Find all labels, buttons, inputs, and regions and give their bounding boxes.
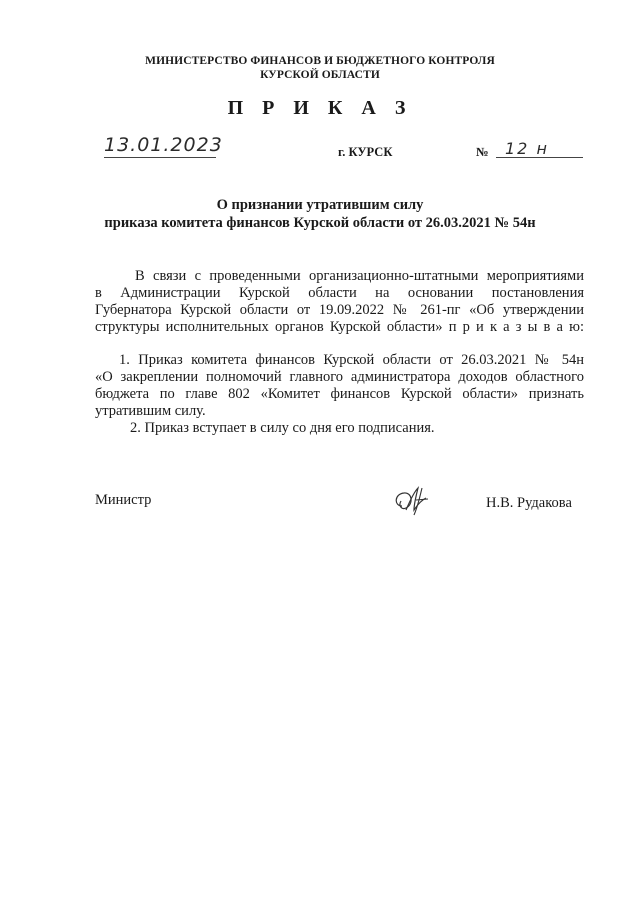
text-line: структуры исполнительных органов Курской области» п р и к а з ы в а ю: xyxy=(95,319,584,335)
subject-line1: О признании утратившим силу xyxy=(216,197,424,213)
signer-position: Министр xyxy=(95,492,152,508)
item1-line: бюджета по главе 802 «Комитет финансов Курской области» признать xyxy=(95,386,584,402)
ministry-header xyxy=(0,54,640,82)
date-underline xyxy=(104,157,216,158)
preamble-paragraph xyxy=(95,268,584,336)
number-underline xyxy=(496,157,583,158)
item1-line: 1. Приказ комитета финансов Курской области от 26.03.2021 № 54н xyxy=(119,352,584,368)
signer-name: Н.В. Рудакова xyxy=(486,495,572,511)
handwritten-signature xyxy=(392,484,434,518)
ministry-name-line1: МИНИСТЕРСТВО ФИНАНСОВ И БЮДЖЕТНОГО КОНТРОЛЯ xyxy=(145,55,495,67)
text-line: В связи с проведенными организационно-штатными мероприятиями xyxy=(135,268,584,284)
city-label: г. КУРСК xyxy=(338,145,393,159)
item1-line: «О закреплении полномочий главного администратора доходов областного xyxy=(95,369,584,385)
text-line: Губернатора Курской области от 19.09.2022 № 261-пг «Об утверждении xyxy=(95,302,584,318)
ministry-name-line2: КУРСКОЙ ОБЛАСТИ xyxy=(260,69,380,81)
handwritten-date: 13.01.2023 xyxy=(104,134,223,156)
handwritten-number: 12 н xyxy=(505,139,549,158)
number-label: № xyxy=(476,145,489,159)
order-items xyxy=(95,352,584,437)
item1-line: утратившим силу. xyxy=(95,403,206,419)
item2-line: 2. Приказ вступает в силу со дня его подписания. xyxy=(130,420,435,436)
document-subject xyxy=(0,196,640,232)
document-title: П Р И К А З xyxy=(227,97,413,119)
text-line: в Администрации Курской области на основании постановления xyxy=(95,285,584,301)
subject-line2: приказа комитета финансов Курской области от 26.03.2021 № 54н xyxy=(104,215,536,231)
